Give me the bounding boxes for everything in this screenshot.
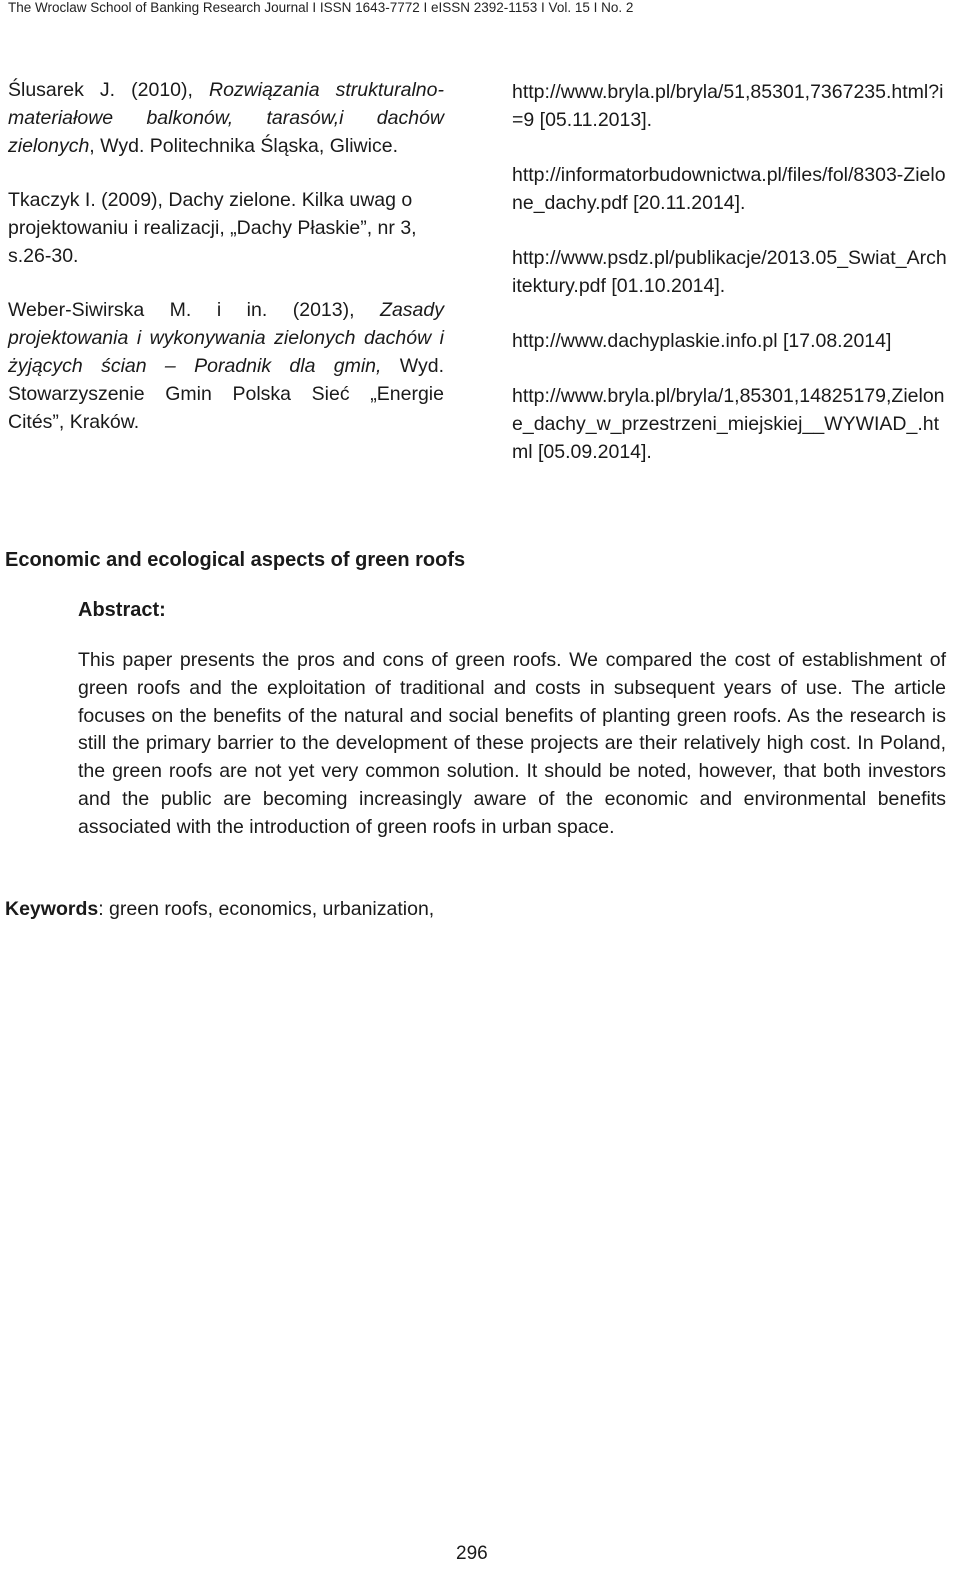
running-head: The Wroclaw School of Banking Research Journal I ISSN 1643-7772 I eISSN 2392-1153 I Vol. 15 I No. 2 [8,0,634,15]
abstract-label: Abstract: [78,599,166,621]
abstract-text: This paper presents the pros and cons of green roofs. We compared the cost of establishment of green roofs and the exploitation of traditional and costs in subsequent years of use. The article focuses on the benefits of the natural and social benefits of planting green roofs. As the research is still the primary barrier to the development of these projects are their relatively high cost. In Poland, the green roofs are not yet very common solution. It should be noted, however, that both investors and the public are becoming increasingly aware of the economic and environmental benefits associated with the introduction of green roofs in urban space. [78,649,946,838]
reference-url-dachyplaskie: http://www.dachyplaskie.info.pl [17.08.2014] [512,330,892,352]
references-left-column [8,76,444,462]
reference-url-informatorbudownictwa: http://informatorbudownictwa.pl/files/fol/8303-Zielone_dachy.pdf [20.11.2014]. [512,164,946,214]
reference-tkaczyk: Tkaczyk I. (2009), Dachy zielone. Kilka uwag o projektowaniu i realizacji, „Dachy Płaskie”, nr 3, s.26-30. [8,189,417,267]
reference-title: Rozwiązania strukturalno-materiałowe balkonów, tarasów,i dachów zielonych [8,79,444,157]
keywords [5,898,434,921]
reference-slusarek: Ślusarek J. (2010), Rozwiązania strukturalno-materiałowe balkonów, tarasów,i dachów zielonych, Wyd. Politechnika Śląska, Gliwice. [8,79,444,157]
references-right-column [512,78,950,493]
reference-url-psdz: http://www.psdz.pl/publikacje/2013.05_Swiat_Architektury.pdf [01.10.2014]. [512,247,947,297]
article-title: Economic and ecological aspects of green roofs [5,549,466,571]
keywords-list: : green roofs, economics, urbanization, [98,898,435,920]
reference-url-bryla-2: http://www.bryla.pl/bryla/1,85301,14825179,Zielone_dachy_w_przestrzeni_miejskiej__WYWIAD_.html [05.09.2014]. [512,385,945,463]
page-number: 296 [456,1543,488,1564]
reference-title: Zasady projektowania i wykonywania zielonych dachów i żyjących ścian – Poradnik dla gmin, [8,299,444,377]
reference-weber-siwirska: Weber-Siwirska M. i in. (2013), Zasady projektowania i wykonywania zielonych dachów i żyjących ścian – Poradnik dla gmin, Wyd. Stowarzyszenie Gmin Polska Sieć „Energie Cités”, Kraków. [8,299,444,433]
reference-url-bryla-1: http://www.bryla.pl/bryla/51,85301,7367235.html?i=9 [05.11.2013]. [512,81,944,131]
keywords-label: Keywords [5,898,99,920]
